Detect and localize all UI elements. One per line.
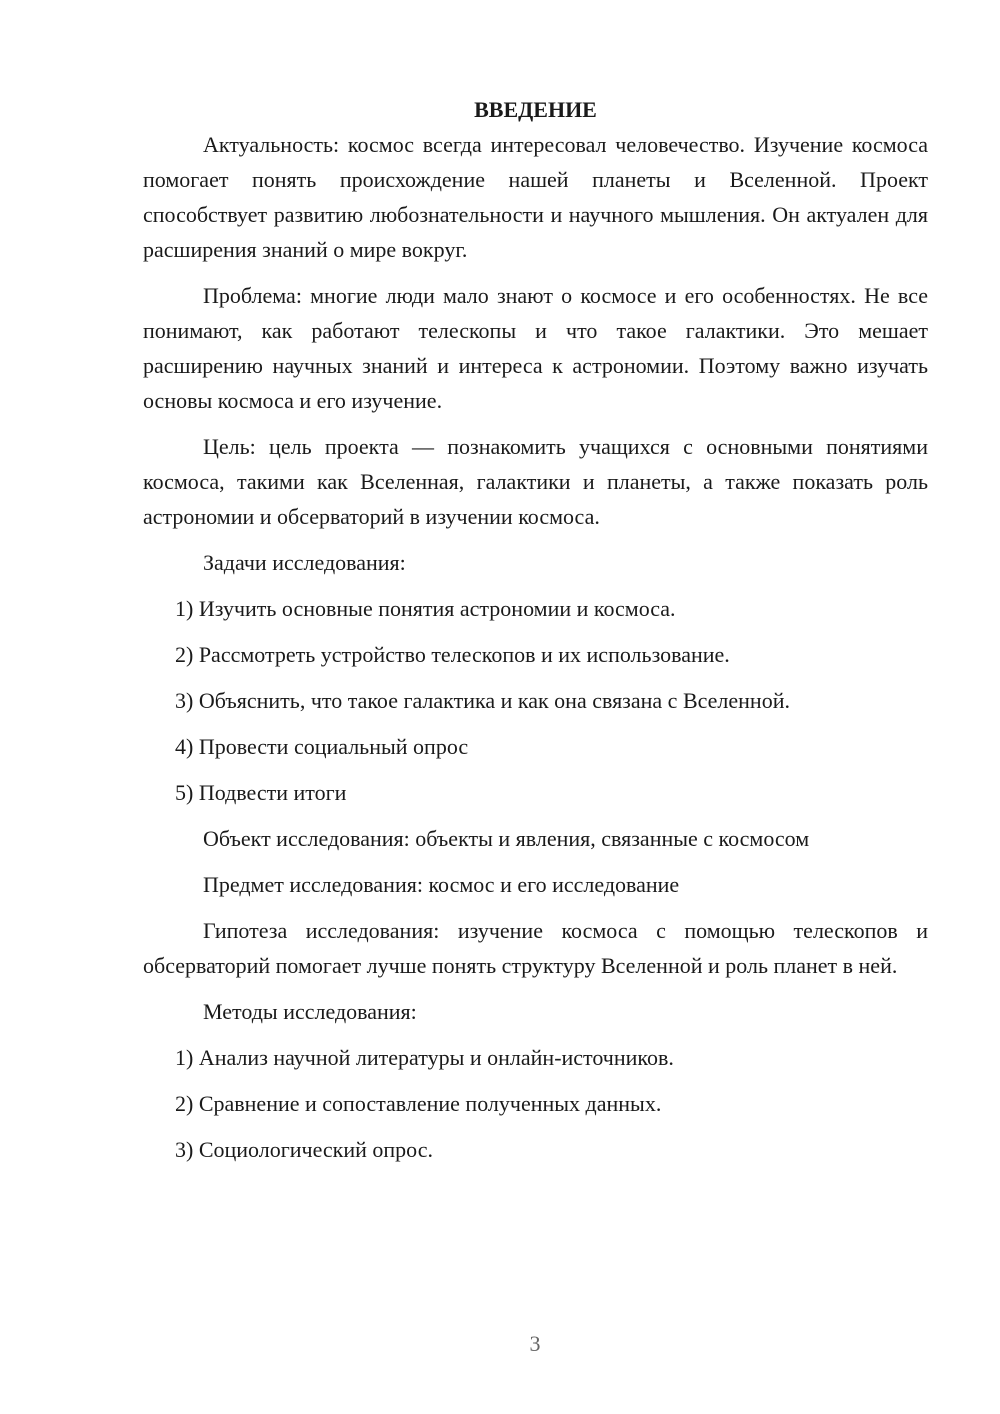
method-item: 2) Сравнение и сопоставление полученных данных. <box>175 1091 662 1116</box>
spacer <box>143 672 928 683</box>
spacer <box>143 718 928 729</box>
page-number: 3 <box>529 1331 541 1356</box>
object-paragraph: Объект исследования: объекты и явления, связанные с космосом <box>203 826 810 851</box>
goal-paragraph: Цель: цель проекта — познакомить учащихся с основными понятиями космоса, такими как Вселенная, галактики и планеты, а также показать роль астрономии и обсерваторий в изучении космоса. <box>143 434 928 529</box>
task-item: 2) Рассмотреть устройство телескопов и их использование. <box>175 642 730 667</box>
page-content <box>143 92 928 1167</box>
spacer <box>143 418 928 429</box>
spacer <box>143 1121 928 1132</box>
subject-paragraph: Предмет исследования: космос и его исследование <box>203 872 680 897</box>
spacer <box>143 580 928 591</box>
task-item: 3) Объяснить, что такое галактика и как она связана с Вселенной. <box>175 688 790 713</box>
spacer <box>143 983 928 994</box>
relevance-paragraph: Актуальность: космос всегда интересовал человечество. Изучение космоса помогает понять происхождение нашей планеты и Вселенной. Проект способствует развитию любознательности и научного мышления. Он актуален для расширения знаний о мире вокруг. <box>143 132 928 262</box>
spacer <box>143 764 928 775</box>
task-item: 5) Подвести итоги <box>175 780 347 805</box>
spacer <box>143 534 928 545</box>
method-item: 3) Социологический опрос. <box>175 1137 433 1162</box>
spacer <box>143 856 928 867</box>
page-title: ВВЕДЕНИЕ <box>474 97 597 122</box>
spacer <box>143 626 928 637</box>
spacer <box>143 267 928 278</box>
tasks-heading: Задачи исследования: <box>203 550 406 575</box>
problem-paragraph: Проблема: многие люди мало знают о космосе и его особенностях. Не все понимают, как работают телескопы и что такое галактики. Это мешает расширению научных знаний и интереса к астрономии. Поэтому важно изучать основы космоса и его изучение. <box>143 283 928 413</box>
methods-heading: Методы исследования: <box>203 999 417 1024</box>
spacer <box>143 1029 928 1040</box>
hypothesis-paragraph: Гипотеза исследования: изучение космоса с помощью телескопов и обсерваторий помогает лучше понять структуру Вселенной и роль планет в ней. <box>143 918 928 978</box>
spacer <box>143 902 928 913</box>
spacer <box>143 810 928 821</box>
task-item: 1) Изучить основные понятия астрономии и космоса. <box>175 596 676 621</box>
method-item: 1) Анализ научной литературы и онлайн-источников. <box>175 1045 674 1070</box>
task-item: 4) Провести социальный опрос <box>175 734 469 759</box>
spacer <box>143 1075 928 1086</box>
